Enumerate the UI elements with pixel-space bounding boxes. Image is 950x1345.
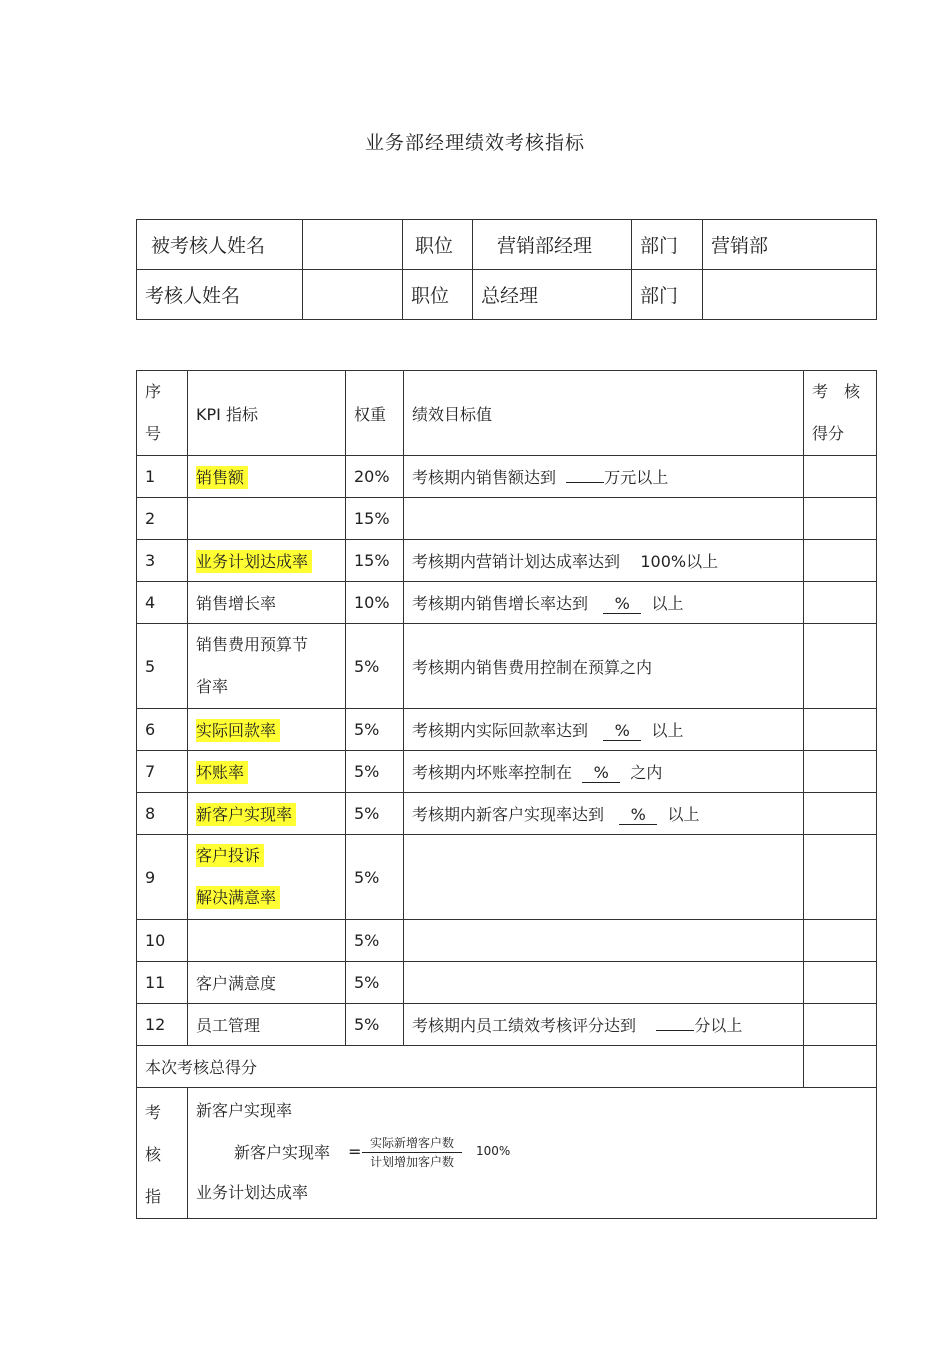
position-label: 职位 [403, 220, 473, 270]
kpi-name [188, 498, 346, 540]
formula-denominator: 计划增加客户数 [369, 1155, 454, 1169]
notes-row [137, 1088, 877, 1219]
dept-label: 部门 [632, 270, 703, 320]
kpi-weight: 5% [346, 835, 404, 920]
table-row [137, 835, 877, 920]
kpi-name: 业务计划达成率 [188, 540, 346, 582]
reviewee-name[interactable] [303, 220, 403, 270]
kpi-weight: 5% [346, 751, 404, 793]
reviewer-label: 考核人姓名 [137, 270, 303, 320]
row-number: 1 [137, 456, 188, 498]
table-row [137, 709, 877, 751]
table-row [137, 793, 877, 835]
row-number: 10 [137, 920, 188, 962]
kpi-target [404, 835, 804, 920]
row-number: 12 [137, 1004, 188, 1046]
score-cell[interactable] [804, 540, 877, 582]
kpi-target: 考核期内销售额达到 万元以上 [404, 456, 804, 498]
row-number: 9 [137, 835, 188, 920]
kpi-name: 坏账率 [188, 751, 346, 793]
row-number: 7 [137, 751, 188, 793]
total-row [137, 1046, 877, 1088]
reviewee-label: 被考核人姓名 [137, 220, 303, 270]
kpi-name [188, 920, 346, 962]
kpi-header-row [137, 371, 877, 456]
target-header: 绩效目标值 [404, 371, 804, 456]
table-row [137, 456, 877, 498]
seq-header: 序 号 [137, 371, 188, 456]
row-number: 2 [137, 498, 188, 540]
kpi-weight: 10% [346, 582, 404, 624]
table-row [137, 582, 877, 624]
notes-line-3: 业务计划达成率 [196, 1183, 309, 1202]
kpi-name: 新客户实现率 [188, 793, 346, 835]
total-label: 本次考核总得分 [137, 1046, 804, 1088]
kpi-target: 考核期内销售费用控制在预算之内 [404, 624, 804, 709]
kpi-weight: 5% [346, 962, 404, 1004]
table-row [137, 751, 877, 793]
weight-header: 权重 [346, 371, 404, 456]
info-table [136, 219, 877, 320]
dept-value[interactable] [703, 270, 877, 320]
table-row [137, 624, 877, 709]
row-number: 11 [137, 962, 188, 1004]
row-number: 4 [137, 582, 188, 624]
dept-value: 营销部 [703, 220, 877, 270]
kpi-name: 客户投诉 解决满意率 [188, 835, 346, 920]
score-cell[interactable] [804, 624, 877, 709]
table-row [137, 540, 877, 582]
row-number: 5 [137, 624, 188, 709]
position-label: 职位 [403, 270, 473, 320]
kpi-table [136, 370, 877, 1219]
total-score-cell[interactable] [804, 1046, 877, 1088]
dept-label: 部门 [632, 220, 703, 270]
formula-numerator: 实际新增客户数 [362, 1134, 462, 1153]
kpi-weight: 15% [346, 540, 404, 582]
kpi-target [404, 962, 804, 1004]
page-title: 业务部经理绩效考核指标 [364, 132, 585, 154]
score-cell[interactable] [804, 498, 877, 540]
kpi-target: 考核期内员工绩效考核评分达到 分以上 [404, 1004, 804, 1046]
kpi-target: 考核期内新客户实现率达到 % 以上 [404, 793, 804, 835]
formula-fraction [362, 1134, 462, 1170]
reviewer-name[interactable] [303, 270, 403, 320]
kpi-weight: 5% [346, 624, 404, 709]
kpi-weight: 15% [346, 498, 404, 540]
info-row-reviewer [137, 270, 877, 320]
kpi-target: 考核期内实际回款率达到 % 以上 [404, 709, 804, 751]
notes-content [188, 1088, 877, 1219]
row-number: 8 [137, 793, 188, 835]
row-number: 3 [137, 540, 188, 582]
kpi-weight: 5% [346, 793, 404, 835]
table-row [137, 498, 877, 540]
row-number: 6 [137, 709, 188, 751]
score-cell[interactable] [804, 582, 877, 624]
score-header: 考 核 得分 [804, 371, 877, 456]
score-cell[interactable] [804, 962, 877, 1004]
score-cell[interactable] [804, 751, 877, 793]
score-cell[interactable] [804, 1004, 877, 1046]
kpi-name: 客户满意度 [188, 962, 346, 1004]
formula-equals: = [348, 1142, 362, 1161]
kpi-name: 销售增长率 [188, 582, 346, 624]
kpi-weight: 20% [346, 456, 404, 498]
kpi-weight: 5% [346, 709, 404, 751]
formula-left: 新客户实现率 [234, 1143, 331, 1162]
kpi-target [404, 498, 804, 540]
score-cell[interactable] [804, 709, 877, 751]
score-cell[interactable] [804, 920, 877, 962]
table-row [137, 962, 877, 1004]
kpi-name: 销售费用预算节 省率 [188, 624, 346, 709]
kpi-target: 考核期内坏账率控制在 % 之内 [404, 751, 804, 793]
kpi-target: 考核期内销售增长率达到 % 以上 [404, 582, 804, 624]
kpi-target [404, 920, 804, 962]
kpi-weight: 5% [346, 920, 404, 962]
position-value: 总经理 [473, 270, 632, 320]
kpi-name: 员工管理 [188, 1004, 346, 1046]
score-cell[interactable] [804, 456, 877, 498]
kpi-target: 考核期内营销计划达成率达到 100%以上 [404, 540, 804, 582]
info-row-reviewee [137, 220, 877, 270]
kpi-header: KPI 指标 [188, 371, 346, 456]
kpi-name: 销售额 [188, 456, 346, 498]
kpi-name: 实际回款率 [188, 709, 346, 751]
table-row [137, 920, 877, 962]
table-row [137, 1004, 877, 1046]
notes-line-1: 新客户实现率 [196, 1101, 293, 1120]
score-cell[interactable] [804, 835, 877, 920]
kpi-weight: 5% [346, 1004, 404, 1046]
score-cell[interactable] [804, 793, 877, 835]
formula-percent: 100% [476, 1144, 511, 1158]
position-value: 营销部经理 [473, 220, 632, 270]
notes-side-label: 考 核 指 [137, 1088, 188, 1219]
